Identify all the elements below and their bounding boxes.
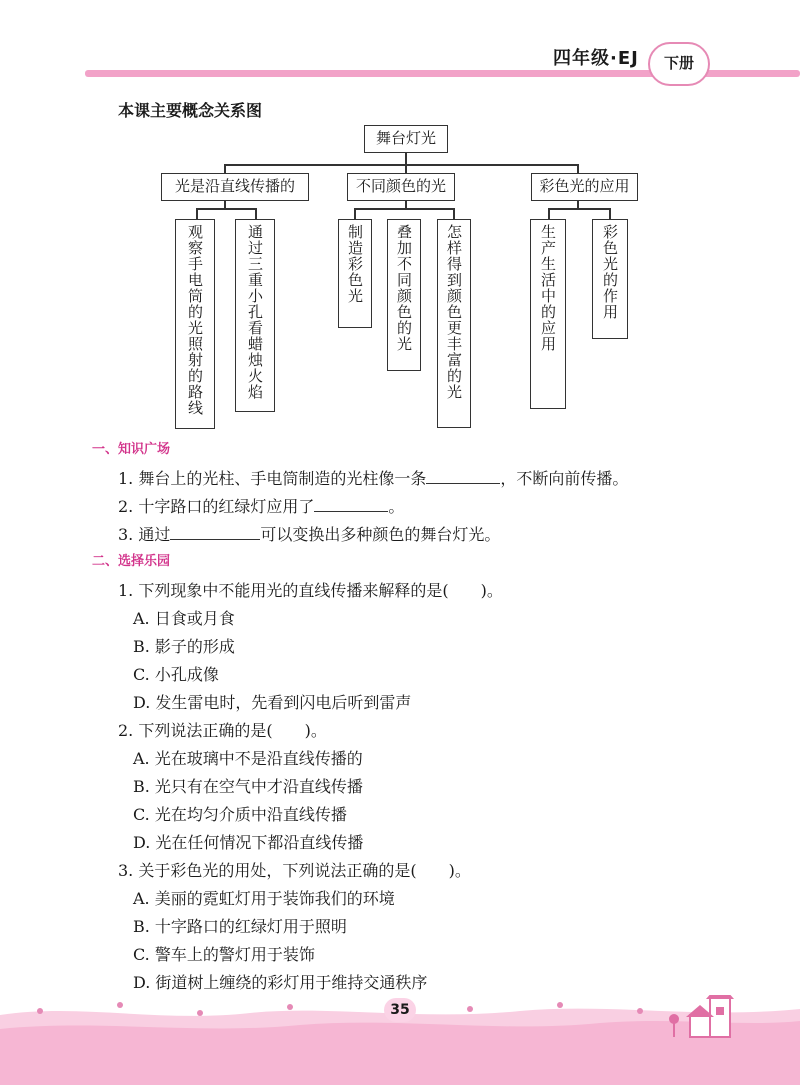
answer-option[interactable]: C. 警车上的警灯用于装饰 [133, 945, 315, 964]
fill-question: 3. 通过 可以变换出多种颜色的舞台灯光。 [118, 525, 501, 544]
answer-option[interactable]: D. 光在任何情况下都沿直线传播 [133, 833, 364, 852]
leaf-node: 彩色光的作用 [592, 219, 628, 339]
section-title: 二、选择乐园 [92, 554, 171, 569]
answer-option[interactable]: C. 光在均匀介质中沿直线传播 [133, 805, 347, 824]
connector-line [548, 208, 610, 210]
branch-node: 彩色光的应用 [531, 173, 638, 201]
answer-option[interactable]: B. 十字路口的红绿灯用于照明 [133, 917, 347, 936]
answer-option[interactable]: A. 光在玻璃中不是沿直线传播的 [133, 749, 363, 768]
root-node: 舞台灯光 [364, 125, 448, 153]
answer-option[interactable]: C. 小孔成像 [133, 665, 219, 684]
page-number: 35 [384, 998, 416, 1022]
branch-node: 光是沿直线传播的 [161, 173, 309, 201]
connector-line [196, 208, 256, 210]
leaf-node: 叠加不同颜色的光 [387, 219, 421, 371]
branch-node: 不同颜色的光 [347, 173, 455, 201]
leaf-node: 通过三重小孔看蜡烛火焰 [235, 219, 275, 412]
answer-option[interactable]: D. 发生雷电时，先看到闪电后听到雷声 [133, 693, 412, 712]
answer-blank[interactable] [170, 525, 260, 540]
question-stem: 2. 下列说法正确的是( )。 [118, 721, 327, 740]
fill-question: 1. 舞台上的光柱、手电筒制造的光柱像一条 ，不断向前传播。 [118, 469, 629, 488]
concept-map-title: 本课主要概念关系图 [118, 101, 263, 120]
leaf-node: 生产生活中的应用 [530, 219, 566, 409]
connector-line [224, 164, 578, 166]
grade-label: 四年级·EJ [553, 48, 639, 69]
connector-line [354, 208, 454, 210]
answer-option[interactable]: D. 街道树上缠绕的彩灯用于维持交通秩序 [133, 973, 428, 992]
leaf-node: 制造彩色光 [338, 219, 372, 328]
leaf-node: 观察手电筒的光照射的路线 [175, 219, 215, 429]
answer-option[interactable]: A. 日食或月食 [133, 609, 235, 628]
volume-badge: 下册 [648, 42, 710, 86]
question-stem: 3. 关于彩色光的用处，下列说法正确的是( )。 [118, 861, 471, 880]
answer-option[interactable]: B. 光只有在空气中才沿直线传播 [133, 777, 363, 796]
answer-option[interactable]: A. 美丽的霓虹灯用于装饰我们的环境 [133, 889, 395, 908]
question-stem: 1. 下列现象中不能用光的直线传播来解释的是( )。 [118, 581, 503, 600]
answer-option[interactable]: B. 影子的形成 [133, 637, 235, 656]
answer-blank[interactable] [426, 469, 500, 484]
section-title: 一、知识广场 [92, 442, 171, 457]
leaf-node: 怎样得到颜色更丰富的光 [437, 219, 471, 428]
answer-blank[interactable] [314, 497, 388, 512]
fill-question: 2. 十字路口的红绿灯应用了 。 [118, 497, 405, 516]
